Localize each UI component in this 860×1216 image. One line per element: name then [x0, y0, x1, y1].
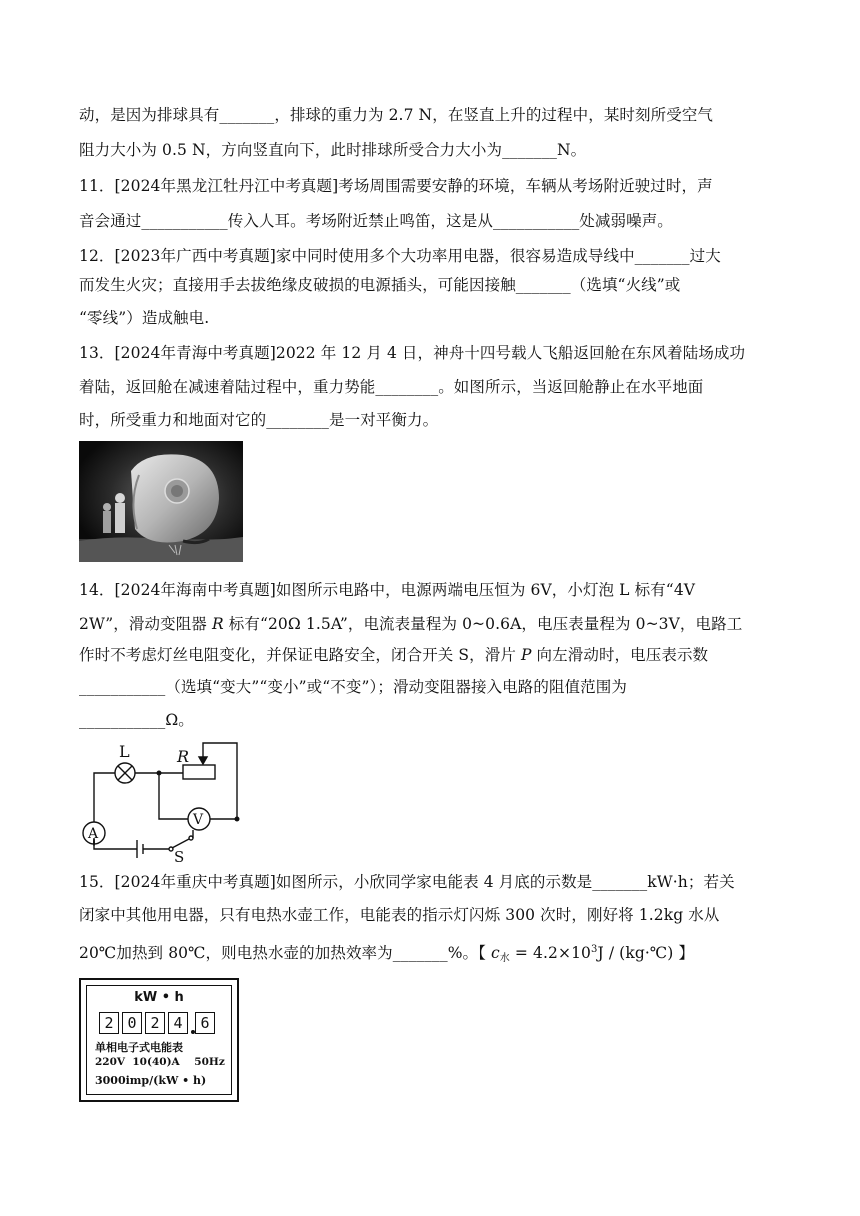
meter-digits	[99, 1012, 215, 1034]
q12-line-3: “零线”）造成触电.	[79, 309, 210, 327]
meter-inner-frame	[86, 985, 232, 1095]
q15-var-c: c	[491, 944, 500, 962]
q15-exp: 3	[591, 944, 598, 955]
q11-line-2: 音会通过___________传入人耳。考场附近禁止鸣笛，这是从___________处减弱噪声。	[79, 212, 673, 230]
meter-digit: 2	[99, 1012, 119, 1034]
q15-line-3	[79, 940, 694, 969]
q12-line-2: 而发生火灾；直接用手去拔绝缘皮破损的电源插头，可能因接触_______（选填“火线”或	[79, 276, 681, 294]
meter-digit: 4	[168, 1012, 188, 1034]
q10-line-1: 动，是因为排球具有_______，排球的重力为 2.7 N，在竖直上升的过程中，某时刻所受空气	[79, 106, 714, 124]
meter-decimal-point	[191, 1030, 195, 1034]
q15-line-1: 15．[2024年重庆中考真题]如图所示，小欣同学家电能表 4 月底的示数是_______kW·h；若关	[79, 873, 735, 891]
q15-line-2: 闭家中其他用电器，只有电热水壶工作，电能表的指示灯闪烁 300 次时，刚好将 1.2kg 水从	[79, 906, 720, 924]
q10-line-2: 阻力大小为 0.5 N，方向竖直向下，此时排球所受合力大小为_______N。	[79, 141, 587, 159]
ammeter-label: A	[88, 826, 99, 842]
junction-dot	[157, 771, 162, 776]
q12-line-1: 12．[2023年广西中考真题]家中同时使用多个大功率用电器，很容易造成导线中_______过大	[79, 247, 721, 265]
meter-digit-decimal: 6	[195, 1012, 215, 1034]
meter-unit: kW • h	[134, 990, 184, 1005]
q14-line-5: ___________Ω。	[79, 711, 194, 729]
q14-line-2b: 标有“20Ω 1.5A”，电流表量程为 0~0.6A，电压表量程为 0~3V，电路工	[223, 615, 743, 633]
meter-spec: 220V 10(40)A 50Hz	[95, 1056, 225, 1068]
switch-label: S	[174, 848, 185, 862]
meter-imp: 3000imp/(kW • h)	[95, 1074, 207, 1087]
electricity-meter	[79, 978, 239, 1102]
q14-line-4: ___________（选填“变大”“变小”或“不变”）；滑动变阻器接入电路的阻值范围为	[79, 678, 627, 696]
q14-var-p: P	[520, 646, 532, 664]
q13-line-1: 13．[2024年青海中考真题]2022 年 12 月 4 日，神舟十四号载人飞船返回舱在东风着陆场成功	[79, 344, 746, 362]
junction-dot	[235, 817, 240, 822]
voltmeter-label: V	[193, 812, 204, 828]
capsule-photo	[79, 441, 243, 562]
q15-sub-water: 水	[499, 953, 510, 964]
meter-title: 单相电子式电能表	[95, 1041, 183, 1054]
q14-line-3a: 作时不考虑灯丝电阻变化，并保证电路安全，闭合开关 S，滑片	[79, 646, 521, 664]
q15-line-3a: 20℃加热到 80℃，则电热水壶的加热效率为_______%。【	[79, 944, 492, 962]
rheostat-label: R	[177, 747, 190, 766]
q11-line-1: 11．[2024年黑龙江牡丹江中考真题]考场周围需要安静的环境，车辆从考场附近驶过时，声	[79, 177, 713, 195]
q14-line-2a: 2W”，滑动变阻器	[79, 615, 212, 633]
q15-end: J / (kg·℃) 】	[597, 944, 695, 962]
q15-eq: = 4.2×10	[509, 944, 592, 962]
circuit-diagram	[75, 740, 250, 862]
q13-line-3: 时，所受重力和地面对它的________是一对平衡力。	[79, 411, 439, 429]
q14-var-r: R	[211, 615, 224, 633]
q14-line-1: 14．[2024年海南中考真题]如图所示电路中，电源两端电压恒为 6V，小灯泡 L 标有“4V	[79, 581, 696, 599]
capsule-photo-drawing	[79, 441, 243, 562]
q14-line-2	[79, 614, 742, 634]
q14-line-3b: 向左滑动时，电压表示数	[531, 646, 709, 664]
meter-digit: 0	[122, 1012, 142, 1034]
q13-line-2: 着陆，返回舱在减速着陆过程中，重力势能________。如图所示，当返回舱静止在水平地面	[79, 378, 704, 396]
lamp-label: L	[119, 742, 130, 761]
q14-line-3	[79, 645, 708, 665]
meter-digit: 2	[145, 1012, 165, 1034]
